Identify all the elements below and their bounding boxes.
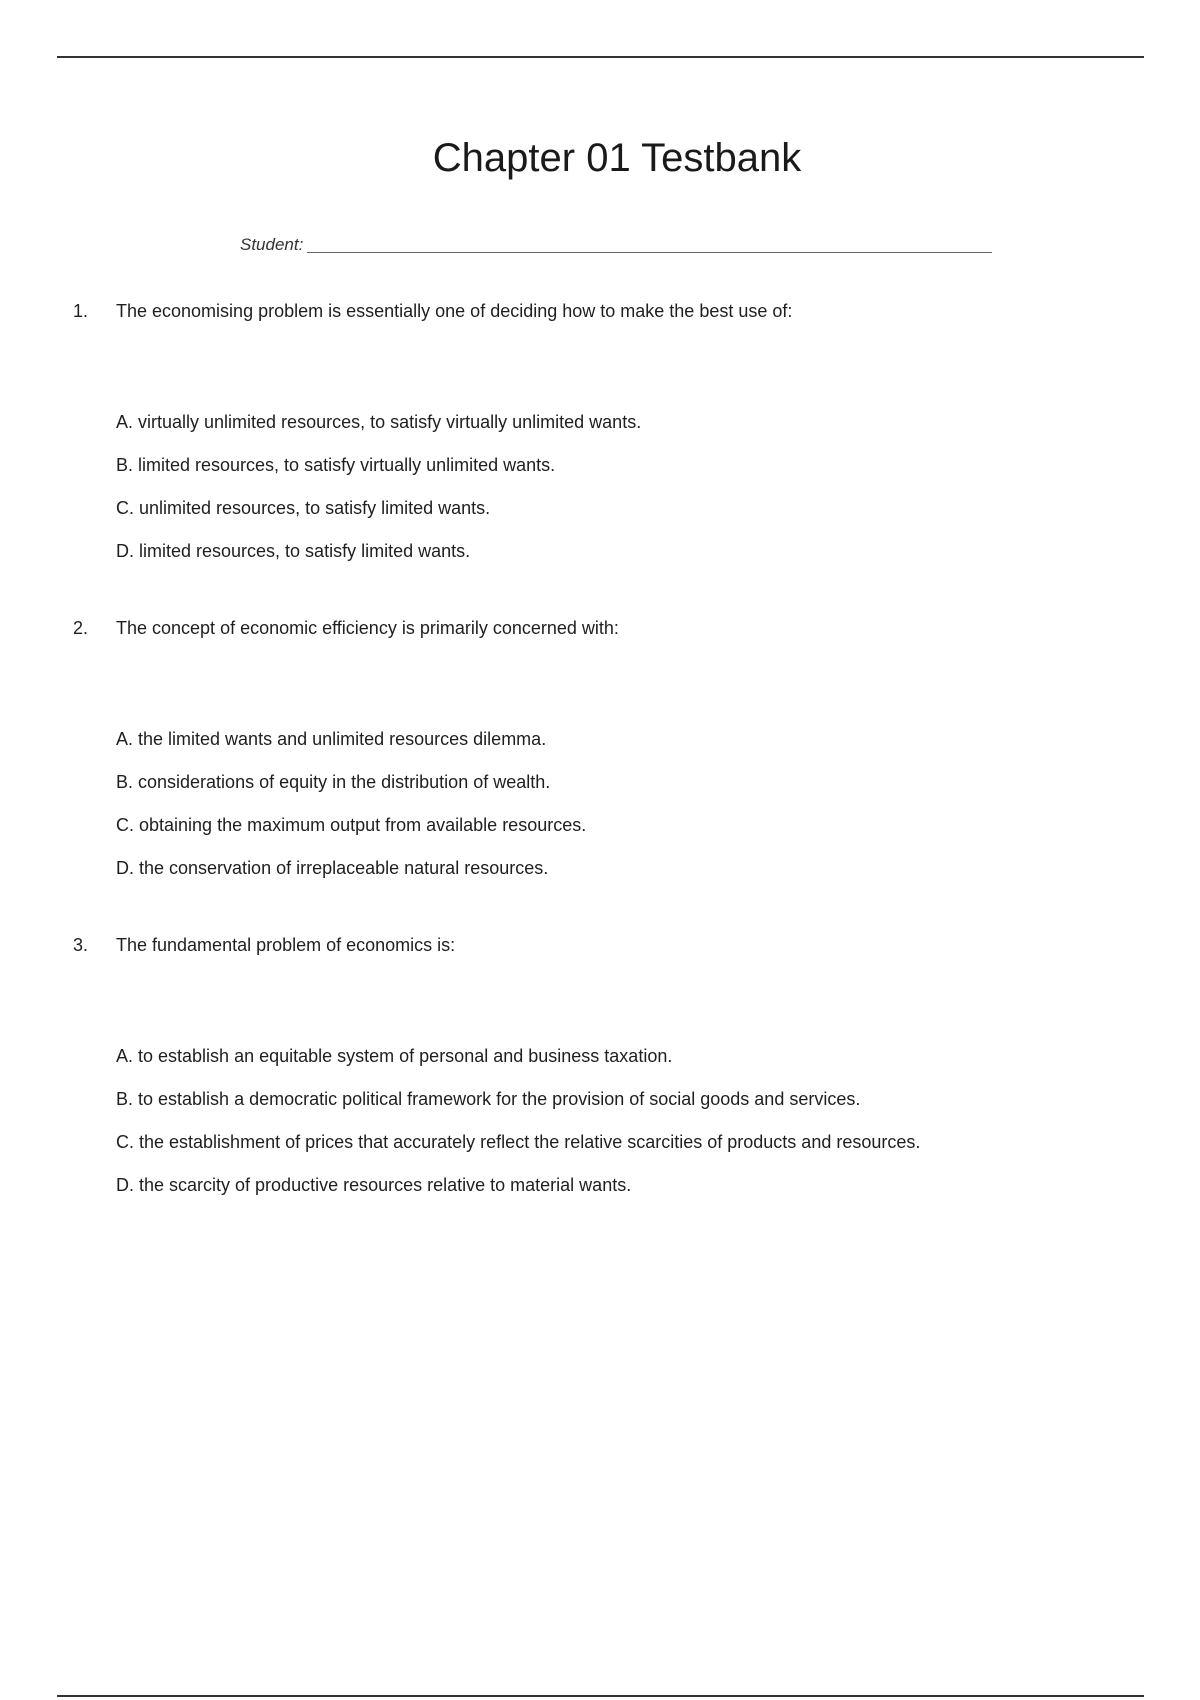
answer-choice-d: D. the conservation of irreplaceable natural resources. [116, 858, 549, 878]
answer-choice-a: A. to establish an equitable system of personal and business taxation. [116, 1046, 673, 1066]
answer-choice-d: D. the scarcity of productive resources relative to material wants. [116, 1175, 632, 1195]
answer-choice-a: A. the limited wants and unlimited resources dilemma. [116, 729, 547, 749]
answer-choices [116, 1047, 920, 1219]
answer-choice-c: C. obtaining the maximum output from available resources. [116, 815, 587, 835]
answer-choices [116, 413, 641, 585]
answer-choice-c: C. unlimited resources, to satisfy limited wants. [116, 498, 491, 518]
student-name-row [240, 236, 992, 253]
answer-choice-b: B. considerations of equity in the distribution of wealth. [116, 772, 551, 792]
question-number: 3. [73, 935, 89, 955]
top-rule [57, 56, 1144, 58]
question-text: The economising problem is essentially one of deciding how to make the best use of: [116, 301, 793, 321]
question-number: 1. [73, 301, 89, 321]
question-text: The fundamental problem of economics is: [116, 935, 456, 955]
student-name-line[interactable] [307, 238, 992, 253]
answer-choice-a: A. virtually unlimited resources, to satisfy virtually unlimited wants. [116, 412, 642, 432]
answer-choice-b: B. limited resources, to satisfy virtually unlimited wants. [116, 455, 556, 475]
answer-choice-d: D. limited resources, to satisfy limited wants. [116, 541, 471, 561]
student-label: Student: [240, 235, 304, 254]
answer-choices [116, 730, 586, 902]
question-text: The concept of economic efficiency is primarily concerned with: [116, 618, 619, 638]
answer-choice-c: C. the establishment of prices that accurately reflect the relative scarcities of products and resources. [116, 1132, 921, 1152]
page-title: Chapter 01 Testbank [432, 136, 802, 180]
question-number: 2. [73, 618, 89, 638]
answer-choice-b: B. to establish a democratic political framework for the provision of social goods and services. [116, 1089, 861, 1109]
bottom-rule [57, 1695, 1144, 1697]
